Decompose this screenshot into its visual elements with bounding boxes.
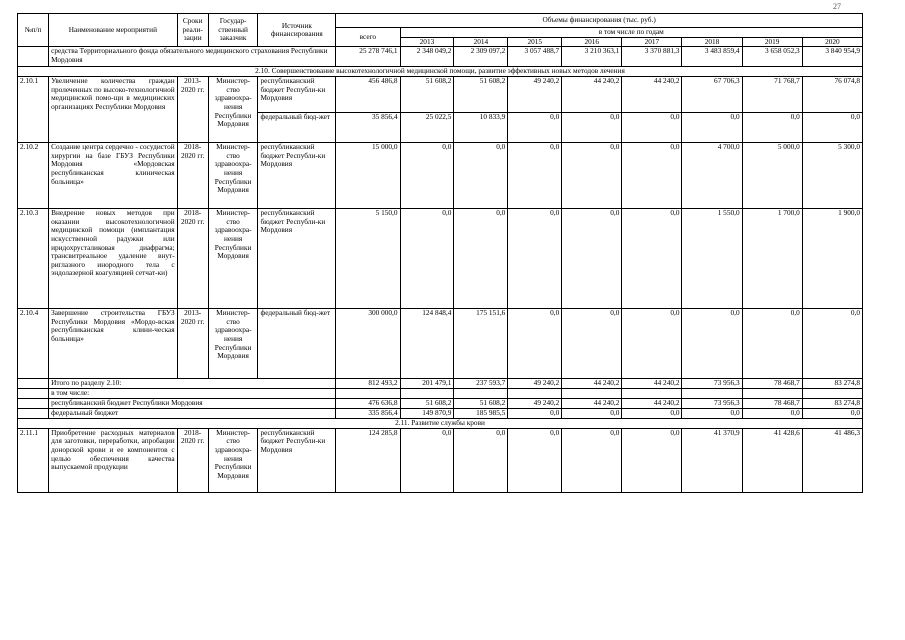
cell-value: 44 240,2 — [562, 398, 622, 408]
row-customer: Министер-ство здравоохра-нения Республики Мордовия — [208, 209, 258, 309]
header-term: Сроки реали-зации — [177, 14, 208, 47]
row-num: 2.10.2 — [18, 143, 49, 209]
row-source: республиканский бюджет Республи-ки Мордовия — [258, 77, 336, 113]
cell-total: 335 856,4 — [336, 408, 400, 418]
header-customer: Государ-ственный заказчик — [208, 14, 258, 47]
row-term: 2013-2020 гг. — [177, 309, 208, 379]
row-term: 2018-2020 гг. — [177, 209, 208, 309]
row-source: республиканский бюджет Республи-ки Мордовия — [258, 209, 336, 309]
cell-value: 0,0 — [622, 309, 682, 379]
cell-value: 3 840 954,9 — [802, 47, 862, 67]
cell-value: 0,0 — [682, 408, 742, 418]
cell-total: 5 150,0 — [336, 209, 400, 309]
cell-value: 0,0 — [802, 113, 862, 143]
cell-value: 78 468,7 — [742, 379, 802, 389]
cell-value: 0,0 — [508, 209, 562, 309]
table-row — [18, 428, 863, 492]
cell-value: 175 151,6 — [454, 309, 508, 379]
cell-value: 51 608,2 — [454, 77, 508, 113]
cell-value: 3 210 363,1 — [562, 47, 622, 67]
cell-value: 0,0 — [742, 113, 802, 143]
cell-total: 15 000,0 — [336, 143, 400, 209]
cell-value: 51 608,2 — [454, 398, 508, 408]
cell-value: 10 833,9 — [454, 113, 508, 143]
cell-value: 51 608,2 — [400, 398, 454, 408]
header-source: Источник финансирования — [258, 14, 336, 47]
row-name: Увеличение количества граждан пролеченных по высоко-технологичной медицинской помо-щи в медицинских организациях Республики Мордовия — [49, 77, 178, 143]
row-num: 2.10.4 — [18, 309, 49, 379]
cell-total: 476 636,8 — [336, 398, 400, 408]
cell-value: 0,0 — [682, 309, 742, 379]
cell-value: 51 608,2 — [400, 77, 454, 113]
cell-value: 0,0 — [682, 113, 742, 143]
cell-value: 0,0 — [508, 113, 562, 143]
row-customer: Министер-ство здравоохра-нения Республики Мордовия — [208, 77, 258, 143]
cell-value: 0,0 — [622, 209, 682, 309]
header-year: 2017 — [622, 37, 682, 47]
cell-value: 124 848,4 — [400, 309, 454, 379]
cell-value: 0,0 — [622, 113, 682, 143]
cell-value: 201 479,1 — [400, 379, 454, 389]
cell-value: 41 486,3 — [802, 428, 862, 492]
row-term: 2018-2020 гг. — [177, 143, 208, 209]
cell-total: 124 285,8 — [336, 428, 400, 492]
row-name: Внедрение новых методов при оказании высокотехнологичной медицинской помощи (имплантация искусственной радужки или иридохрусталиковая диафрагма; трансвитреальное удаление внут-риглазного инородного тела с эндолазерной коагуляцией сетчат-ки) — [49, 209, 178, 309]
table-row-incl — [18, 389, 863, 399]
cell-value: 44 240,2 — [622, 77, 682, 113]
cell-total: 812 493,2 — [336, 379, 400, 389]
cell-value: 0,0 — [400, 428, 454, 492]
cell-value: 71 768,7 — [742, 77, 802, 113]
table-row — [18, 209, 863, 309]
header-year: 2019 — [742, 37, 802, 47]
row-label: средства Территориального фонда обязательного медицинского страхования Республики Мордовия — [49, 47, 336, 67]
cell-value: 0,0 — [562, 408, 622, 418]
cell-value: 0,0 — [802, 408, 862, 418]
cell-value: 0,0 — [802, 309, 862, 379]
row-term: 2018-2020 гг. — [177, 428, 208, 492]
cell-value: 4 700,0 — [682, 143, 742, 209]
cell-total: 35 856,4 — [336, 113, 400, 143]
row-source: федеральный бюд-жет — [258, 309, 336, 379]
row-source: республиканский бюджет Республи-ки Мордовия — [258, 143, 336, 209]
cell-value: 3 370 881,3 — [622, 47, 682, 67]
page-number: 27 — [833, 2, 841, 11]
cell-value: 49 240,2 — [508, 77, 562, 113]
section-heading-2-11: 2.11. Развитие службы крови — [18, 418, 863, 428]
cell-value: 49 240,2 — [508, 398, 562, 408]
row-num: 2.11.1 — [18, 428, 49, 492]
row-customer: Министер-ство здравоохра-нения Республики Мордовия — [208, 309, 258, 379]
cell-value: 0,0 — [742, 408, 802, 418]
header-year: 2018 — [682, 37, 742, 47]
cell-value: 0,0 — [742, 309, 802, 379]
cell-value: 2 348 049,2 — [400, 47, 454, 67]
cell-value: 0,0 — [508, 428, 562, 492]
cell-value: 0,0 — [400, 143, 454, 209]
row-label: Итого по разделу 2.10: — [49, 379, 336, 389]
cell-value: 0,0 — [454, 428, 508, 492]
table-row-total — [18, 379, 863, 389]
cell-value: 3 057 488,7 — [508, 47, 562, 67]
cell-value: 3 658 052,3 — [742, 47, 802, 67]
cell-value: 1 900,0 — [802, 209, 862, 309]
header-year: 2014 — [454, 37, 508, 47]
financing-table — [17, 13, 863, 493]
cell-total: 25 278 746,1 — [336, 47, 400, 67]
cell-value: 83 274,8 — [802, 379, 862, 389]
cell-value: 83 274,8 — [802, 398, 862, 408]
cell-value: 76 074,8 — [802, 77, 862, 113]
row-name: Завершение строительства ГБУЗ Республики Мордовия «Мордо-вская республиканская клини-ческая больница» — [49, 309, 178, 379]
cell-value: 49 240,2 — [508, 379, 562, 389]
row-name: Приобретение расходных материалов для заготовки, переработки, апробации донорской крови и ее компонентов с целью обеспечения качества выпускаемой продукции — [49, 428, 178, 492]
cell-value: 149 870,9 — [400, 408, 454, 418]
row-customer: Министер-ство здравоохра-нения Республики Мордовия — [208, 143, 258, 209]
cell-value: 0,0 — [562, 309, 622, 379]
cell-value: 5 000,0 — [742, 143, 802, 209]
cell-value: 73 956,3 — [682, 379, 742, 389]
cell-value: 2 309 097,2 — [454, 47, 508, 67]
cell-value: 1 550,0 — [682, 209, 742, 309]
header-name: Наименование мероприятий — [49, 14, 178, 47]
cell-value: 41 428,6 — [742, 428, 802, 492]
cell-value: 0,0 — [562, 209, 622, 309]
cell-value: 0,0 — [508, 143, 562, 209]
cell-value: 1 700,0 — [742, 209, 802, 309]
cell-value: 0,0 — [622, 428, 682, 492]
cell-value: 0,0 — [454, 209, 508, 309]
cell-value: 0,0 — [562, 428, 622, 492]
cell-value: 44 240,2 — [622, 379, 682, 389]
row-customer: Министер-ство здравоохра-нения Республики Мордовия — [208, 428, 258, 492]
table-row — [18, 143, 863, 209]
row-name: Создание центра сердечно - сосудистой хирургии на базе ГБУЗ Республики Мордовия «Мордовская республиканская клиническая больница» — [49, 143, 178, 209]
row-label: в том числе: — [49, 389, 336, 399]
cell-value: 44 240,2 — [622, 398, 682, 408]
header-total: всего — [336, 28, 400, 47]
table-row — [18, 77, 863, 113]
cell-value: 185 985,5 — [454, 408, 508, 418]
cell-value: 237 593,7 — [454, 379, 508, 389]
row-source: республиканский бюджет Республи-ки Мордовия — [258, 428, 336, 492]
row-num: 2.10.1 — [18, 77, 49, 143]
row-label: федеральный бюджет — [49, 408, 336, 418]
cell-value: 0,0 — [454, 143, 508, 209]
cell-value: 5 300,0 — [802, 143, 862, 209]
section-heading-2-10: 2.10. Совершенствование высокотехнологичной медицинской помощи, развитие эффективных новых методов лечения — [18, 67, 863, 77]
header-year: 2015 — [508, 37, 562, 47]
cell-value: 73 956,3 — [682, 398, 742, 408]
cell-value: 0,0 — [508, 309, 562, 379]
cell-total: 300 000,0 — [336, 309, 400, 379]
cell-value: 0,0 — [562, 113, 622, 143]
row-num: 2.10.3 — [18, 209, 49, 309]
header-by-years: в том числе по годам — [400, 28, 863, 38]
table-row-federal-budget — [18, 408, 863, 418]
cell-total: 456 486,8 — [336, 77, 400, 113]
cell-value: 3 483 859,4 — [682, 47, 742, 67]
cell-value: 0,0 — [400, 209, 454, 309]
cell-value: 44 240,2 — [562, 379, 622, 389]
cell-value: 41 370,9 — [682, 428, 742, 492]
header-num: №п/п — [18, 14, 49, 47]
cell-value: 0,0 — [622, 143, 682, 209]
header-volumes: Объемы финансирования (тыс. руб.) — [336, 14, 863, 28]
cell-value: 0,0 — [508, 408, 562, 418]
table-row-tfoms — [18, 47, 863, 67]
cell-value: 25 022,5 — [400, 113, 454, 143]
row-source: федеральный бюд-жет — [258, 113, 336, 143]
header-year: 2016 — [562, 37, 622, 47]
row-label: республиканский бюджет Республики Мордовия — [49, 398, 336, 408]
cell-value: 0,0 — [622, 408, 682, 418]
table-row — [18, 309, 863, 379]
header-year: 2020 — [802, 37, 862, 47]
row-term: 2013-2020 гг. — [177, 77, 208, 143]
header-year: 2013 — [400, 37, 454, 47]
cell-value: 0,0 — [562, 143, 622, 209]
table-row-republic-budget — [18, 398, 863, 408]
cell-value: 78 468,7 — [742, 398, 802, 408]
cell-value: 67 706,3 — [682, 77, 742, 113]
cell-value: 44 240,2 — [562, 77, 622, 113]
